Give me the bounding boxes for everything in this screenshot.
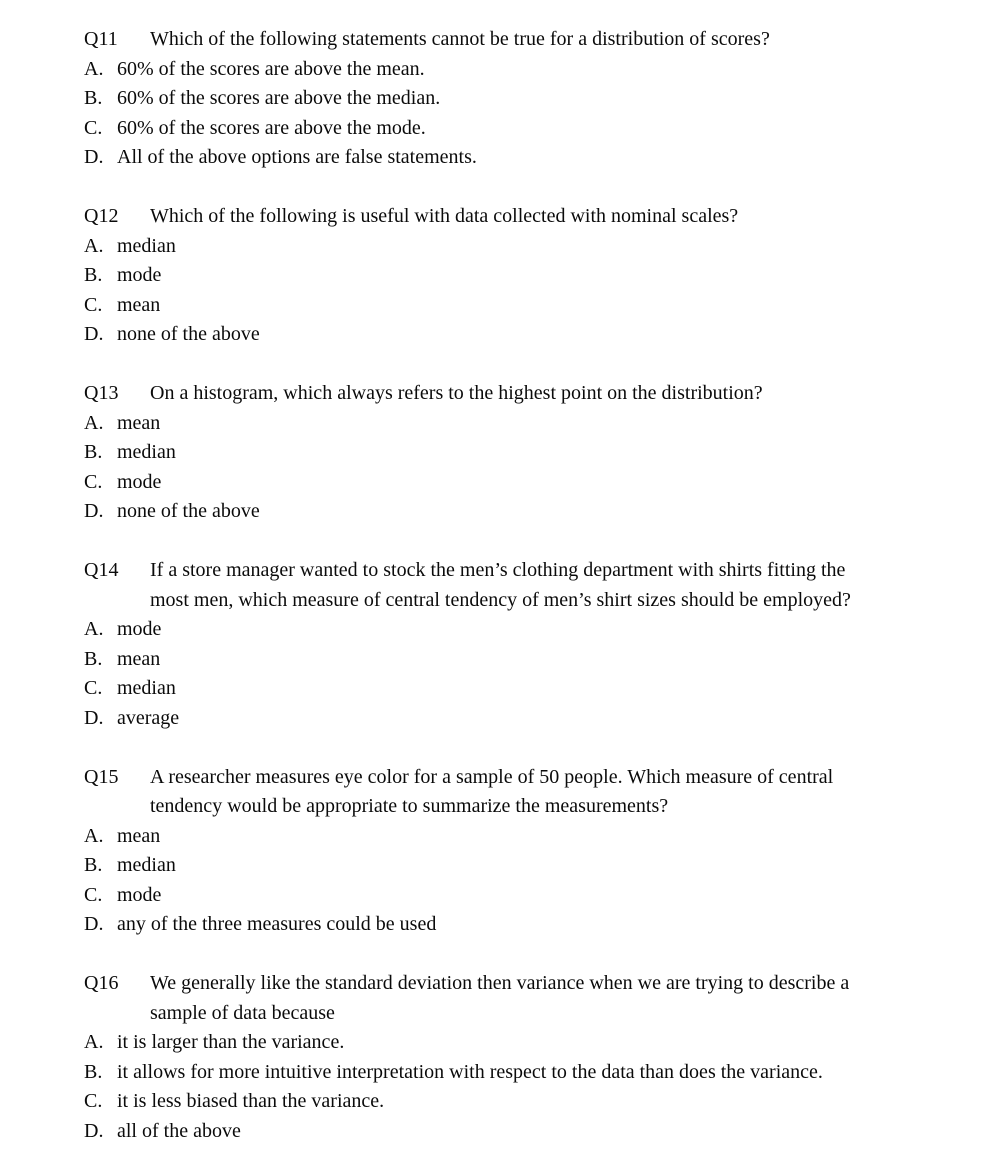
option-letter: A. (84, 57, 104, 80)
question-text-line: tendency would be appropriate to summarize the measurements? (150, 795, 669, 817)
option-letter: A. (84, 234, 104, 257)
question-row (84, 202, 962, 232)
question-number: Q15 (84, 765, 119, 788)
question-text-line: sample of data because (150, 1001, 335, 1024)
option-letter: C. (84, 293, 103, 316)
question-text (150, 202, 962, 232)
question-text-line: If a store manager wanted to stock the men’s clothing department with shirts fitting the (150, 559, 846, 581)
option-row (84, 674, 962, 704)
question-row (84, 969, 962, 1028)
option-letter: D. (84, 500, 104, 522)
option-row (84, 881, 962, 911)
question-row (84, 25, 962, 55)
option-letter: C. (84, 1090, 103, 1112)
question-text-line: On a histogram, which always refers to the highest point on the distribution? (150, 382, 763, 404)
option-row (84, 468, 962, 498)
option-text: mean (117, 411, 161, 434)
option-text: average (117, 706, 180, 729)
question-text-line: We generally like the standard deviation then variance when we are trying to describe a (150, 972, 850, 994)
option-text: it is less biased than the variance. (117, 1090, 385, 1112)
option-letter: D. (84, 706, 104, 729)
option-text: it allows for more intuitive interpretation with respect to the data than does the variance. (117, 1060, 823, 1083)
option-text: 60% of the scores are above the median. (117, 87, 441, 109)
question-block (84, 556, 962, 733)
question-list (84, 25, 962, 1146)
question-block (84, 969, 962, 1146)
option-row (84, 1117, 962, 1147)
question-row (84, 763, 962, 822)
option-row (84, 261, 962, 291)
option-row (84, 615, 962, 645)
option-letter: B. (84, 87, 103, 109)
option-row (84, 1087, 962, 1117)
question-text-line: most men, which measure of central tendency of men’s shirt sizes should be employed? (150, 588, 851, 611)
question-text-line: Which of the following statements cannot be true for a distribution of scores? (150, 28, 770, 50)
option-text: median (117, 441, 176, 463)
question-block (84, 202, 962, 350)
question-row (84, 379, 962, 409)
question-text-line: Which of the following is useful with data collected with nominal scales? (150, 205, 739, 227)
question-number: Q12 (84, 205, 119, 227)
option-text: mean (117, 293, 161, 316)
question-number: Q14 (84, 559, 119, 581)
option-text: median (117, 234, 176, 257)
question-text-line: A researcher measures eye color for a sample of 50 people. Which measure of central (150, 765, 834, 788)
option-text: median (117, 677, 176, 699)
option-row (84, 1058, 962, 1088)
option-row (84, 645, 962, 675)
option-letter: B. (84, 854, 103, 876)
question-text (150, 969, 962, 1028)
option-row (84, 497, 962, 527)
question-number: Q11 (84, 28, 118, 50)
question-text (150, 556, 962, 615)
option-letter: A. (84, 411, 104, 434)
question-text (150, 763, 962, 822)
option-row (84, 84, 962, 114)
option-text: median (117, 854, 176, 876)
question-block (84, 763, 962, 940)
option-row (84, 55, 962, 85)
option-letter: B. (84, 441, 103, 463)
option-letter: D. (84, 323, 104, 345)
option-text: none of the above (117, 323, 260, 345)
option-letter: A. (84, 824, 104, 847)
option-letter: D. (84, 913, 104, 935)
option-row (84, 114, 962, 144)
option-row (84, 1028, 962, 1058)
option-letter: D. (84, 1119, 104, 1142)
option-row (84, 409, 962, 439)
question-number: Q13 (84, 382, 119, 404)
question-number: Q16 (84, 972, 119, 994)
option-letter: A. (84, 1031, 104, 1053)
option-letter: B. (84, 1060, 103, 1083)
option-text: any of the three measures could be used (117, 913, 437, 935)
option-letter: A. (84, 618, 104, 640)
option-text: All of the above options are false statements. (117, 146, 477, 168)
option-text: 60% of the scores are above the mean. (117, 57, 425, 80)
option-row (84, 320, 962, 350)
option-text: mode (117, 618, 162, 640)
option-row (84, 704, 962, 734)
option-row (84, 822, 962, 852)
question-text (150, 379, 962, 409)
option-text: mode (117, 883, 162, 906)
option-letter: D. (84, 146, 104, 168)
option-row (84, 910, 962, 940)
option-text: it is larger than the variance. (117, 1031, 345, 1053)
option-text: mean (117, 647, 161, 670)
question-block (84, 25, 962, 173)
option-text: none of the above (117, 500, 260, 522)
option-letter: B. (84, 264, 103, 286)
question-block (84, 379, 962, 527)
option-text: mode (117, 264, 162, 286)
option-letter: C. (84, 470, 103, 493)
option-row (84, 232, 962, 262)
option-text: 60% of the scores are above the mode. (117, 116, 426, 139)
option-letter: C. (84, 883, 103, 906)
option-letter: C. (84, 116, 103, 139)
option-row (84, 291, 962, 321)
option-row (84, 851, 962, 881)
option-text: mode (117, 470, 162, 493)
option-row (84, 438, 962, 468)
question-text (150, 25, 962, 55)
option-text: all of the above (117, 1119, 241, 1142)
question-row (84, 556, 962, 615)
option-letter: C. (84, 677, 103, 699)
option-text: mean (117, 824, 161, 847)
option-row (84, 143, 962, 173)
option-letter: B. (84, 647, 103, 670)
